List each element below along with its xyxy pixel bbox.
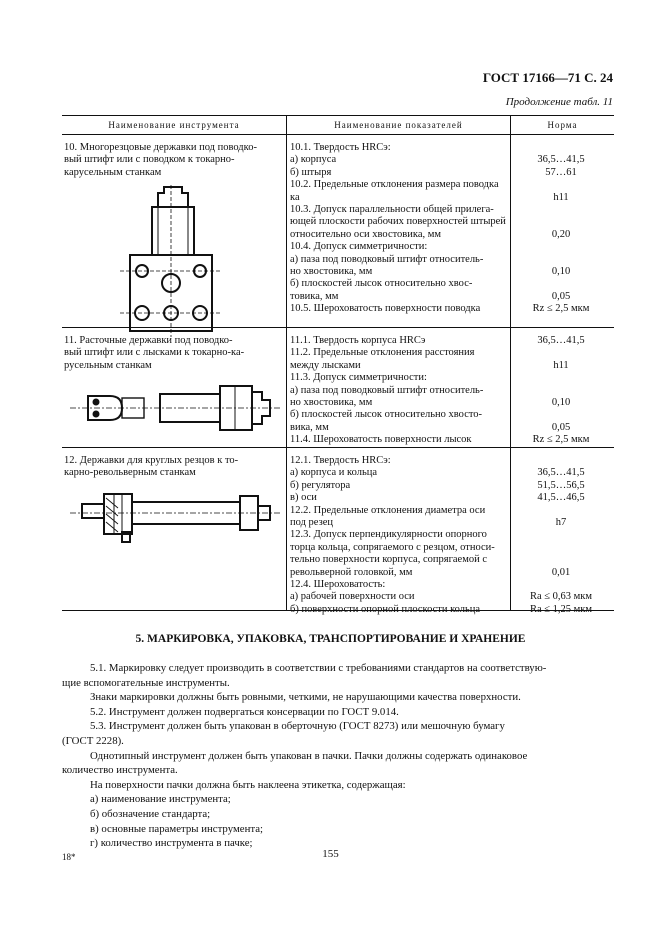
paragraph-line-2: щие вспомогательные инструменты. bbox=[62, 676, 230, 689]
list-item-b: б) обозначение стандарта; bbox=[90, 808, 211, 820]
parameters-10: 10.1. Твердость HRCэ: а) корпуса б) штыря 10.2. Предельные отклонения размера поводка ка 10.3. Допуск параллельности общей прилега- ющей плоскости рабочих поверхностей штырей относительно оси хвостовика, мм 10.4. Допуск симметричности: а) паза под поводковый штифт относитель- но хвостовика, мм б) плоскостей лысок относительно хвос- товика, мм 10.5. Шероховатость поверхности поводка bbox=[290, 142, 506, 315]
column-header-norm: Норма bbox=[547, 120, 578, 130]
norm-12-1a: 36,5…41,5 bbox=[537, 467, 585, 479]
paragraph-line-4: 5.2. Инструмент должен подвергаться консервации по ГОСТ 9.014. bbox=[90, 705, 399, 718]
row-10-bottom-rule bbox=[62, 327, 614, 328]
paragraph-line-7: Однотипный инструмент должен быть упакован в пачки. Пачки должны содержать одинаковое bbox=[90, 749, 528, 762]
column-header-parameters: Наименование показателей bbox=[334, 120, 463, 130]
paragraph-line-3: Знаки маркировки должны быть ровными, четкими, не нарушающими качества поверхности. bbox=[90, 691, 521, 704]
parameters-11: 11.1. Твердость корпуса HRCэ 11.2. Предельные отклонения расстояния между лысками 11.3. Допуск симметричности: а) паза под поводковый штифт относитель- но хвостовика, мм б) плоскостей лысок относительно хвосто- вика, мм 11.4. Шероховатость поверхности лысок bbox=[290, 335, 484, 446]
norm-12-3: 0,01 bbox=[551, 566, 571, 578]
column-header-tool: Наименование инструмента bbox=[108, 120, 240, 130]
paragraph-line-1: 5.1. Маркировку следует производить в соответствии с требованиями стандартов на соответствую- bbox=[90, 662, 547, 674]
drawing-boring-holder bbox=[70, 378, 280, 438]
paragraph-line-9: На поверхности пачки должна быть наклеена этикетка, содержащая: bbox=[90, 778, 406, 791]
page-number: 155 bbox=[322, 848, 339, 860]
norm-12-4a: Ra ≤ 0,63 мкм bbox=[529, 591, 593, 603]
norm-10-4b: 0,05 bbox=[551, 290, 571, 302]
section-title: 5. МАРКИРОВКА, УПАКОВКА, ТРАНСПОРТИРОВАНИЕ И ХРАНЕНИЕ bbox=[135, 633, 526, 645]
table-column-divider-2 bbox=[510, 115, 511, 610]
norm-12-1b: 51,5…56,5 bbox=[537, 479, 585, 491]
paragraph-line-8: количество инструмента. bbox=[62, 764, 178, 777]
norm-10-4a: 0,10 bbox=[551, 266, 571, 277]
norm-12-2: h7 bbox=[555, 517, 567, 528]
norm-10-1b: 57…61 bbox=[545, 166, 577, 178]
table-column-divider-1 bbox=[286, 115, 287, 610]
table-top-rule bbox=[62, 115, 614, 116]
footer-signature-mark: 18* bbox=[62, 852, 76, 862]
row-11-bottom-rule bbox=[62, 447, 614, 448]
norm-10-1a: 36,5…41,5 bbox=[537, 154, 585, 166]
norm-10-5: Rz ≤ 2,5 мкм bbox=[532, 303, 590, 315]
list-item-c: в) основные параметры инструмента; bbox=[90, 822, 263, 835]
parameters-12: 12.1. Твердость HRCэ: а) корпуса и кольца б) регулятора в) оси 12.2. Предельные отклонения диаметра оси под резец 12.3. Допуск перпендикулярности опорного торца кольца, сопрягаемого с резцом, относи- тельно поверхности корпуса, сопрягаемой с револьверной головкой, мм 12.4. Шероховатость: а) рабочей поверхности оси bbox=[290, 455, 495, 603]
list-item-d: г) количество инструмента в пачке; bbox=[90, 837, 253, 850]
norm-11-3a: 0,10 bbox=[551, 397, 571, 408]
drawing-round-tool-holder bbox=[70, 484, 280, 546]
list-item-a: а) наименование инструмента; bbox=[90, 793, 231, 806]
norm-12-1c: 41,5…46,5 bbox=[537, 492, 585, 504]
tool-name-11: 11. Расточные державки под поводко- вый штифт или с лысками к токарно-ка- русельным станкам bbox=[64, 335, 245, 371]
norm-11-4: Rz ≤ 2,5 мкм bbox=[532, 434, 590, 446]
norm-11-1: 36,5…41,5 bbox=[537, 335, 585, 346]
table-continuation-note: Продолжение табл. 11 bbox=[505, 96, 613, 108]
paragraph-line-6: (ГОСТ 2228). bbox=[62, 735, 124, 747]
norm-11-2: h11 bbox=[553, 359, 569, 371]
paragraph-line-5: 5.3. Инструмент должен быть упакован в оберточную (ГОСТ 8273) или мешочную бумагу bbox=[90, 720, 505, 733]
table-header-rule bbox=[62, 134, 614, 135]
drawing-multi-cutter-holder bbox=[110, 185, 230, 340]
norm-11-3b: 0,05 bbox=[551, 421, 571, 433]
norm-10-2: h11 bbox=[553, 191, 569, 203]
tool-name-12: 12. Державки для круглых резцов к то- карно-револьверным станкам bbox=[64, 455, 239, 479]
norm-10-3: 0,20 bbox=[551, 228, 571, 240]
document-reference: ГОСТ 17166—71 С. 24 bbox=[482, 70, 613, 85]
tool-name-10: 10. Многорезцовые державки под поводко- вый штифт или с поводком к токарно- карусельным станкам bbox=[64, 142, 257, 178]
table-bottom-rule bbox=[62, 610, 614, 611]
